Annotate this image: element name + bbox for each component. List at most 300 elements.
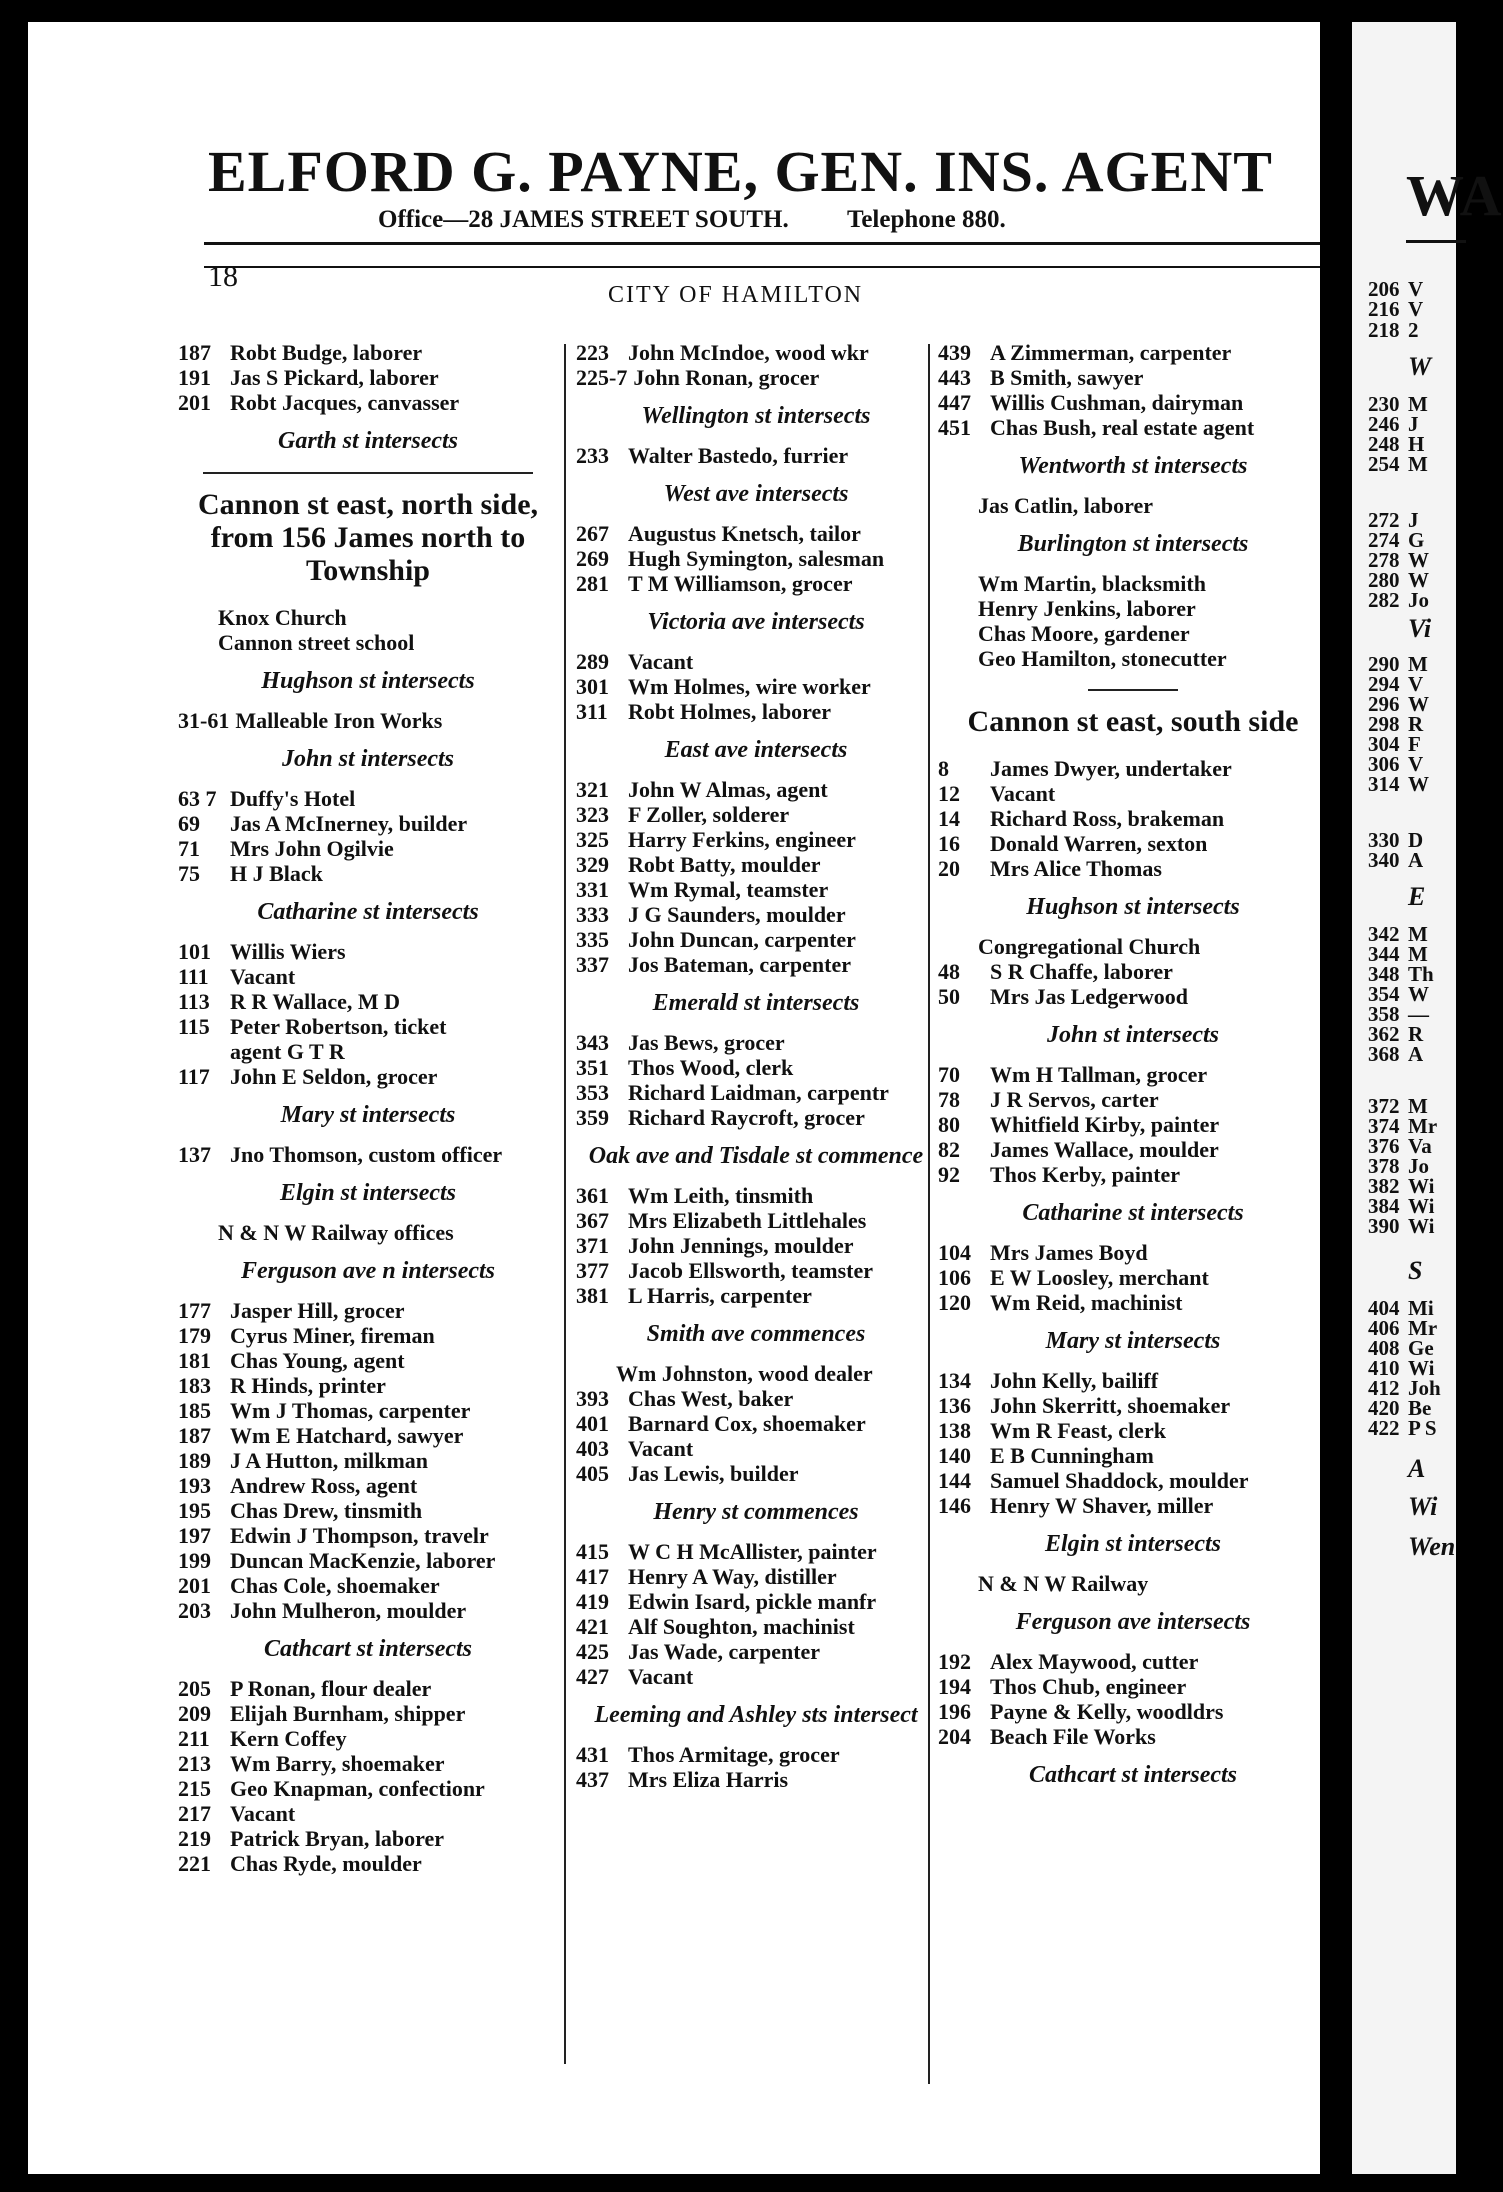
listing-unnumbered: Cannon street school [218,630,415,655]
street-number: 223 [576,340,609,365]
street-number: 144 [938,1468,971,1493]
listing-entry [178,1014,558,1039]
listing-entry [576,649,936,674]
resident-name: John E Seldon, grocer [230,1064,438,1089]
adjacent-number: 408 [1368,1336,1400,1360]
listing-entry [938,959,1328,984]
street-number: 80 [938,1112,960,1137]
street-number: 381 [576,1283,609,1308]
resident-name: T M Williamson, grocer [628,571,853,596]
resident-name: Richard Raycroft, grocer [628,1105,865,1130]
resident-name: Robt Holmes, laborer [628,699,832,724]
resident-name: Hugh Symington, salesman [628,546,885,571]
adjacent-number: 248 [1368,432,1400,456]
adjacent-number: 358 [1368,1002,1400,1026]
street-number: 14 [938,806,960,831]
adjacent-number: 278 [1368,548,1400,572]
street-number: 331 [576,877,609,902]
resident-name: R Hinds, printer [230,1373,386,1398]
resident-name: Thos Chub, engineer [990,1674,1187,1699]
listing-entry [938,1087,1328,1112]
resident-name: Augustus Knetsch, tailor [628,521,861,546]
resident-name: Elijah Burnham, shipper [230,1701,466,1726]
adjacent-page-line [1368,882,1425,912]
street-number: 439 [938,340,971,365]
listing-entry [178,964,558,989]
resident-name: John Kelly, bailiff [990,1368,1159,1393]
adjacent-page-line [1368,588,1429,613]
listing-entry [576,1767,936,1792]
street-number: 215 [178,1776,211,1801]
street-number: 48 [938,959,960,984]
street-number: 219 [178,1826,211,1851]
resident-name: John Ronan, grocer [633,365,820,390]
resident-name: Barnard Cox, shoemaker [628,1411,866,1436]
resident-name: Mrs James Boyd [990,1240,1148,1265]
resident-name: Wm Holmes, wire worker [628,674,871,699]
listing-unnumbered: Henry Jenkins, laborer [978,596,1196,621]
adjacent-text: Jo [1408,1154,1429,1178]
listing-entry [178,1548,558,1573]
adjacent-number: 406 [1368,1316,1400,1340]
street-number: 31-61 [178,708,230,733]
resident-name: Robt Jacques, canvasser [230,390,460,415]
street-number: 353 [576,1080,609,1105]
street-number: 205 [178,1676,211,1701]
street-number: 199 [178,1548,211,1573]
listing-entry [178,1498,558,1523]
adjacent-text: W [1408,352,1432,381]
resident-name: James Wallace, moulder [990,1137,1219,1162]
resident-name: Chas Ryde, moulder [230,1851,422,1876]
adjacent-number: 254 [1368,452,1400,476]
adjacent-text: R [1408,712,1424,736]
adjacent-number: 280 [1368,568,1400,592]
adjacent-number: 378 [1368,1154,1400,1178]
street-number: 419 [576,1589,609,1614]
listing-entry [938,1112,1328,1137]
adjacent-text: A [1408,848,1424,872]
adjacent-number: 282 [1368,588,1400,612]
adjacent-number: 372 [1368,1094,1400,1118]
listing-entry [576,852,936,877]
street-number: 92 [938,1162,960,1187]
resident-name: Jos Bateman, carpenter [628,952,852,977]
resident-name: Peter Robertson, ticket [230,1014,447,1039]
street-number: 71 [178,836,200,861]
listing-entry [178,989,558,1014]
listing-unnumbered: Knox Church [218,605,347,630]
street-number: 437 [576,1767,609,1792]
adjacent-text: A [1408,1042,1424,1066]
street-number: 225-7 [576,365,628,390]
resident-name: Wm H Tallman, grocer [990,1062,1208,1087]
adjacent-number: 342 [1368,922,1400,946]
resident-name: P Ronan, flour dealer [230,1676,432,1701]
street-number: 323 [576,802,609,827]
listing-entry [938,1368,1328,1393]
adjacent-number: 298 [1368,712,1400,736]
cross-street-heading: Mary st intersects [1045,1328,1221,1354]
street-number: 201 [178,1573,211,1598]
street-number: 367 [576,1208,609,1233]
resident-name: Mrs Eliza Harris [628,1767,789,1792]
street-number: 401 [576,1411,609,1436]
resident-name: Vacant [990,781,1056,806]
adjacent-number: 306 [1368,752,1400,776]
resident-name: E B Cunningham [990,1443,1154,1468]
listing-entry [938,756,1328,781]
resident-name: Chas Drew, tinsmith [230,1498,423,1523]
adjacent-number: 294 [1368,672,1400,696]
resident-name: Willis Cushman, dairyman [990,390,1244,415]
cross-street-heading: Garth st intersects [277,428,459,454]
street-number: 16 [938,831,960,856]
adjacent-text: V [1408,277,1424,301]
listing-entry [178,1323,558,1348]
listing-entry [576,1614,936,1639]
resident-name: Beach File Works [990,1724,1156,1749]
section-divider [203,472,533,474]
street-number: 106 [938,1265,971,1290]
street-number: 204 [938,1724,971,1749]
resident-name: A Zimmerman, carpenter [990,340,1232,365]
resident-name: Wm E Hatchard, sawyer [230,1423,464,1448]
listing-entry [178,836,558,861]
street-number: 281 [576,571,609,596]
listing-entry [576,1411,936,1436]
street-number: 196 [938,1699,971,1724]
street-number: 120 [938,1290,971,1315]
adjacent-text: R [1408,1022,1424,1046]
street-number: 201 [178,390,211,415]
cross-street-heading: Cathcart st intersects [1028,1762,1238,1788]
adjacent-text: Wi [1408,1174,1435,1198]
street-number: 321 [576,777,609,802]
adjacent-text: J [1408,508,1419,532]
adjacent-text: 2 [1408,318,1419,342]
listing-entry [576,443,936,468]
adjacent-page-line [1368,1532,1455,1562]
resident-name: John Skerritt, shoemaker [990,1393,1231,1418]
resident-name: Wm J Thomas, carpenter [230,1398,471,1423]
street-number: 146 [938,1493,971,1518]
street-number: 115 [178,1014,210,1039]
street-number: 451 [938,415,971,440]
listing-entry [576,1539,936,1564]
street-number: 187 [178,1423,211,1448]
listing-entry [576,902,936,927]
adjacent-text: Vi [1408,614,1432,643]
street-number: 393 [576,1386,609,1411]
resident-name: R R Wallace, M D [230,989,401,1014]
adjacent-text: Ge [1408,1336,1434,1360]
adjacent-text: M [1408,392,1428,416]
resident-name: Thos Wood, clerk [628,1055,794,1080]
adjacent-text: Mr [1408,1114,1438,1138]
listing-entry [576,521,936,546]
adjacent-text: F [1408,732,1421,756]
listing-unnumbered: Wm Johnston, wood dealer [616,1361,873,1386]
adjacent-text: Jo [1408,588,1429,612]
street-number: 117 [178,1064,210,1089]
listing-entry [576,1589,936,1614]
listing-entry [576,1208,936,1233]
listing-entry [576,1639,936,1664]
street-number: 335 [576,927,609,952]
cross-street-heading: Cathcart st intersects [263,1636,473,1662]
resident-name: Jacob Ellsworth, teamster [628,1258,874,1283]
listing-entry [576,1386,936,1411]
resident-name: Vacant [230,964,296,989]
adjacent-text: Joh [1408,1376,1441,1400]
listing-entry [178,1598,558,1623]
adjacent-page-edge [1352,22,1503,2174]
resident-name: Wm Barry, shoemaker [230,1751,445,1776]
street-number: 351 [576,1055,609,1080]
resident-name: L Harris, carpenter [628,1283,812,1308]
directory-column-3 [938,340,1328,1802]
cross-street-heading: Catharine st intersects [257,899,479,925]
listing-entry [178,390,558,415]
resident-name: J G Saunders, moulder [628,902,846,927]
adjacent-number: 390 [1368,1214,1400,1238]
resident-name: Duffy's Hotel [230,786,356,811]
section-divider [1088,689,1178,691]
resident-name: Jno Thomson, custom officer [230,1142,503,1167]
street-number: 140 [938,1443,971,1468]
resident-name: Wm R Feast, clerk [990,1418,1166,1443]
street-number: 203 [178,1598,211,1623]
adjacent-page-line [1368,1256,1422,1286]
cross-street-heading: John st intersects [281,746,455,772]
adjacent-number: 274 [1368,528,1400,552]
street-number: 187 [178,340,211,365]
street-number: 447 [938,390,971,415]
cross-street-heading: Catharine st intersects [1022,1200,1244,1226]
adjacent-text: Wi [1408,1214,1435,1238]
street-number: 371 [576,1233,609,1258]
street-number: 194 [938,1674,971,1699]
listing-entry [576,546,936,571]
adjacent-number: 340 [1368,848,1400,872]
adjacent-text: Wi [1408,1194,1435,1218]
resident-name: Richard Laidman, carpentr [628,1080,889,1105]
listing-entry [178,1423,558,1448]
resident-name: Whitfield Kirby, painter [990,1112,1220,1137]
office-address [378,206,1006,234]
listing-entry [938,1418,1328,1443]
listing-entry [178,1473,558,1498]
resident-name: John Mulheron, moulder [230,1598,467,1623]
street-number: 69 [178,811,200,836]
resident-name: John Duncan, carpenter [628,927,856,952]
resident-name: Chas West, baker [628,1386,794,1411]
listing-entry [938,415,1328,440]
street-number: 343 [576,1030,609,1055]
street-number: 443 [938,365,971,390]
adjacent-text: Wi [1408,1492,1438,1521]
resident-name: S R Chaffe, laborer [990,959,1173,984]
adjacent-text: M [1408,942,1428,966]
listing-entry [178,811,558,836]
resident-name: agent G T R [230,1039,345,1064]
listing-entry [178,365,558,390]
listing-entry [938,806,1328,831]
adjacent-page-line [1368,848,1423,873]
adjacent-page-line [1368,1454,1425,1484]
resident-name: Cyrus Miner, fireman [230,1323,435,1348]
adjacent-text: J [1408,412,1419,436]
resident-name: Willis Wiers [230,939,346,964]
running-title: CITY OF HAMILTON [608,282,864,308]
listing-entry [938,1062,1328,1087]
adjacent-number: 412 [1368,1376,1400,1400]
adjacent-text: Va [1408,1134,1432,1158]
resident-name: Patrick Bryan, laborer [230,1826,445,1851]
adjacent-number: 368 [1368,1042,1400,1066]
adjacent-text: Be [1408,1396,1432,1420]
adjacent-number: 410 [1368,1356,1400,1380]
listing-entry [938,781,1328,806]
listing-entry [178,939,558,964]
resident-name: B Smith, sawyer [990,365,1144,390]
resident-name: Samuel Shaddock, moulder [990,1468,1249,1493]
resident-name: J R Servos, carter [990,1087,1159,1112]
resident-name: Alex Maywood, cutter [990,1649,1199,1674]
resident-name: Duncan MacKenzie, laborer [230,1548,496,1573]
resident-name: Richard Ross, brakeman [990,806,1225,831]
listing-entry [576,1461,936,1486]
resident-name: Andrew Ross, agent [230,1473,418,1498]
street-number: 427 [576,1664,609,1689]
listing-entry [178,1726,558,1751]
listing-entry [938,831,1328,856]
listing-entry [178,1676,558,1701]
resident-name: E W Loosley, merchant [990,1265,1209,1290]
listing-entry [938,340,1328,365]
street-number: 209 [178,1701,211,1726]
street-number: 183 [178,1373,211,1398]
street-number: 177 [178,1298,211,1323]
resident-name: W C H McAllister, painter [628,1539,877,1564]
resident-name: Wm Leith, tinsmith [628,1183,814,1208]
resident-name: Thos Armitage, grocer [628,1742,840,1767]
resident-name: Jas Wade, carpenter [628,1639,821,1664]
street-number: 193 [178,1473,211,1498]
street-number: 337 [576,952,609,977]
listing-entry [178,1064,558,1089]
listing-entry [178,1142,558,1167]
listing-unnumbered: Geo Hamilton, stonecutter [978,646,1227,671]
cross-street-heading: Burlington st intersects [1017,531,1249,557]
listing-entry [178,1776,558,1801]
listing-entry [938,1290,1328,1315]
cross-street-heading: Henry st commences [653,1499,859,1525]
listing-entry [576,1283,936,1308]
street-number: 136 [938,1393,971,1418]
listing-entry [938,1240,1328,1265]
resident-name: John Jennings, moulder [628,1233,854,1258]
adjacent-text: V [1408,752,1424,776]
resident-name: Vacant [230,1801,296,1826]
resident-name: Vacant [628,1436,694,1461]
resident-name: Geo Knapman, confectionr [230,1776,485,1801]
adjacent-text: W [1408,772,1429,796]
listing-entry [576,1233,936,1258]
resident-name: Jas Lewis, builder [628,1461,799,1486]
cross-street-heading: Smith ave commences [646,1321,866,1347]
listing-entry [938,365,1328,390]
street-number: 311 [576,699,608,724]
listing-entry [938,1393,1328,1418]
listing-entry [938,1468,1328,1493]
street-number: 189 [178,1448,211,1473]
adjacent-page-line [1368,1492,1437,1522]
resident-name: Edwin Isard, pickle manfr [628,1589,877,1614]
street-number: 137 [178,1142,211,1167]
adjacent-number: 246 [1368,412,1400,436]
adjacent-number: 304 [1368,732,1400,756]
street-number: 63 7 [178,786,217,811]
adjacent-text: M [1408,922,1428,946]
adjacent-text: Wi [1408,1356,1435,1380]
directory-page [28,22,1320,2174]
adjacent-number: 330 [1368,828,1400,852]
cross-street-heading: Hughson st intersects [261,668,475,694]
adjacent-number: 206 [1368,277,1400,301]
street-number: 197 [178,1523,211,1548]
adjacent-number: 290 [1368,652,1400,676]
resident-name: H J Black [230,861,323,886]
listing-entry [178,1751,558,1776]
listing-entry [178,1373,558,1398]
resident-name: James Dwyer, undertaker [990,756,1232,781]
resident-name: Robt Batty, moulder [628,852,821,877]
street-number: 138 [938,1418,971,1443]
listing-entry [178,1573,558,1598]
street-number: 403 [576,1436,609,1461]
adjacent-number: 230 [1368,392,1400,416]
street-number: 233 [576,443,609,468]
listing-entry [178,1448,558,1473]
listing-entry [576,1080,936,1105]
resident-name: J A Hutton, milkman [230,1448,429,1473]
street-number: 104 [938,1240,971,1265]
street-number: 301 [576,674,609,699]
listing-entry [576,802,936,827]
adjacent-text: W [1408,548,1429,572]
resident-name: Malleable Iron Works [235,708,443,733]
street-number: 377 [576,1258,609,1283]
listing-unnumbered: N & N W Railway offices [218,1220,454,1245]
adjacent-number: 272 [1368,508,1400,532]
page-gutter [1320,0,1352,2192]
listing-unnumbered: N & N W Railway [978,1571,1149,1596]
street-section-title: Cannon st east, north side, from 156 James north to Township [197,488,539,587]
listing-entry [178,1826,558,1851]
listing-entry [576,340,936,365]
street-number: 179 [178,1323,211,1348]
listing-entry [938,1674,1328,1699]
adjacent-text: W [1408,692,1429,716]
resident-name: Alf Soughton, machinist [628,1614,855,1639]
resident-name: Edwin J Thompson, travelr [230,1523,489,1548]
adjacent-number: 376 [1368,1134,1400,1158]
adjacent-text: M [1408,1094,1428,1118]
listing-entry [178,708,558,733]
street-number: 181 [178,1348,211,1373]
